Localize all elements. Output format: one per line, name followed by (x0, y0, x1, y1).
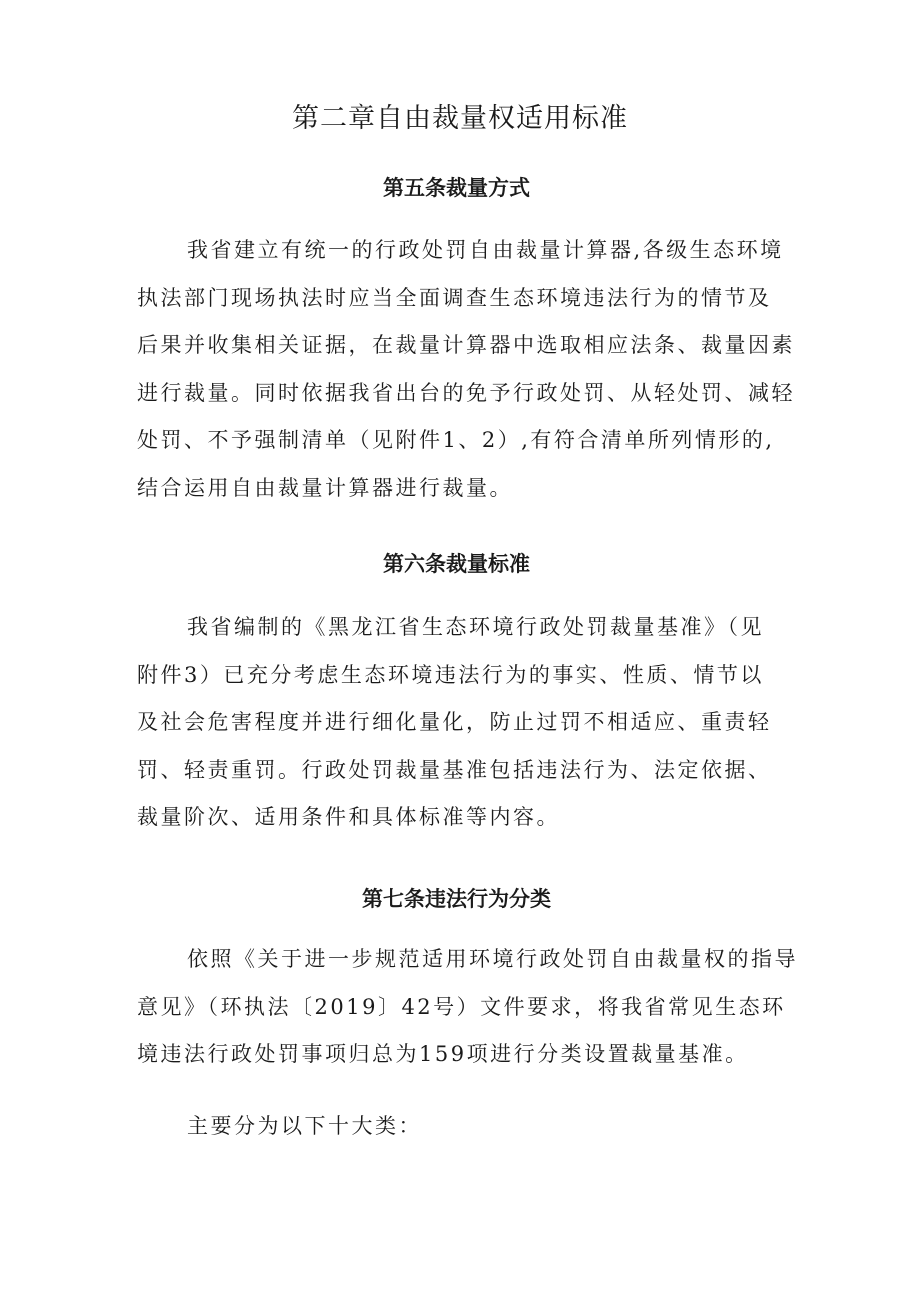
section-body-article-7 (137, 936, 797, 1079)
body-line: 我省建立有统一的行政处罚自由裁量计算器,各级生态环境 (187, 238, 784, 262)
section-heading-article-5: 第五条裁量方式 (383, 176, 530, 200)
section-body-article-5 (137, 227, 797, 512)
section-heading-article-7: 第七条违法行为分类 (362, 887, 551, 911)
body-line: 境违法行政处罚事项归总为159项进行分类设置裁量基准。 (137, 1042, 749, 1066)
section-body-article-6 (137, 604, 797, 842)
body-line: 我省编制的《黑龙江省生态环境行政处罚裁量基准》（见 (187, 615, 764, 639)
body-line: 依照《关于进一步规范适用环境行政处罚自由裁量权的指导 (187, 947, 798, 971)
body-line: 处罚、不予强制清单（见附件1、2）,有符合清单所列情形的, (137, 428, 775, 452)
body-line: 执法部门现场执法时应当全面调查生态环境违法行为的情节及 (137, 285, 772, 310)
body-line: 进行裁量。同时依据我省出台的免予行政处罚、从轻处罚、减轻 (137, 380, 795, 405)
body-line: 及社会危害程度并进行细化量化，防止过罚不相适应、重责轻 (137, 710, 772, 734)
body-line: 罚、轻责重罚。行政处罚裁量基准包括违法行为、法定依据、 (137, 757, 772, 782)
closing-line: 主要分为以下十大类： (187, 1114, 422, 1138)
closing-paragraph (137, 1103, 797, 1151)
body-line: 结合运用自由裁量计算器进行裁量。 (137, 475, 513, 500)
body-line: 意见》（环执法〔2019〕42号）文件要求，将我省常见生态环 (137, 994, 786, 1019)
body-line: 裁量阶次、适用条件和具体标准等内容。 (137, 805, 560, 829)
body-line: 附件3）已充分考虑生态环境违法行为的事实、性质、情节以 (137, 662, 764, 687)
chapter-title: 第二章自由裁量权适用标准 (292, 103, 628, 134)
section-heading-article-6: 第六条裁量标准 (383, 552, 530, 576)
body-line: 后果并收集相关证据，在裁量计算器中选取相应法条、裁量因素 (137, 333, 795, 357)
